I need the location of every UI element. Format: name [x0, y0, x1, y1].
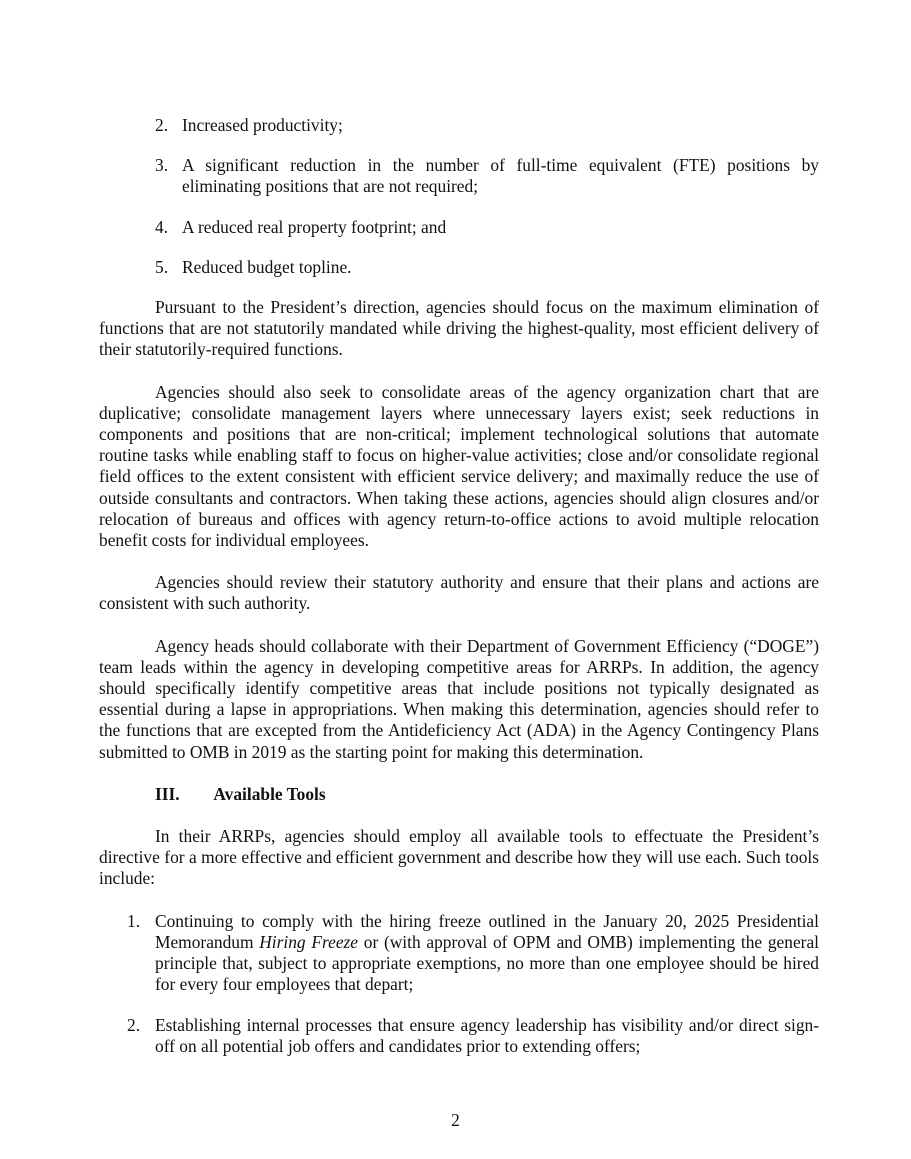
list-item-number: 5. [155, 256, 169, 277]
section-title: Available Tools [213, 783, 326, 804]
section-heading [99, 784, 819, 805]
page-body [99, 115, 819, 1076]
goals-list [99, 115, 819, 278]
list-item [99, 911, 819, 996]
list-item [99, 257, 819, 278]
paragraph-doge-collaboration: Agency heads should collaborate with their Department of Government Efficiency (“DOGE”) team leads within the agency in developing competitive areas for ARRPs. In addition, the agency should specifically identify competitive areas that include positions not typically designated as essential during a lapse in appropriations. When making this determination, agencies should refer to the functions that are excepted from the Antideficiency Act (ADA) in the Agency Contingency Plans submitted to OMB in 2019 as the starting point for making this determination. [99, 635, 819, 762]
list-item-text: Reduced budget topline. [182, 256, 352, 277]
section-number: III. [155, 783, 180, 804]
list-item-text-start: Continuing to comply with the hiring freeze outlined in the January 20, 2025 Presidential Memorandum [155, 910, 819, 952]
memorandum-title: Hiring Freeze [259, 931, 359, 952]
list-item-text-end: or (with approval of OPM and OMB) implementing the general principle that, subject to appropriate exemptions, no more than one employee should be hired for every four employees that depart; [155, 931, 819, 995]
paragraph-presidents-direction: Pursuant to the President’s direction, agencies should focus on the maximum elimination of functions that are not statutorily mandated while driving the highest-quality, most efficient delivery of their statutorily-required functions. [99, 297, 819, 360]
list-item [99, 155, 819, 197]
paragraph-section-intro: In their ARRPs, agencies should employ all available tools to effectuate the President’s directive for a more effective and efficient government and describe how they will use each. Such tools include: [99, 826, 819, 889]
tools-list [99, 911, 819, 1057]
list-item-number: 2. [155, 115, 169, 135]
paragraph-consolidation: Agencies should also seek to consolidate areas of the agency organization chart that are duplicative; consolidate management layers where unnecessary layers exist; seek reductions in components and positions that are non-critical; implement technological solutions that automate routine tasks while enabling staff to focus on higher-value activities; close and/or consolidate regional field offices to the extent consistent with efficient service delivery; and maximally reduce the use of outside consultants and contractors. When taking these actions, agencies should align closures and/or relocation of bureaus and offices with agency return-to-office actions to avoid multiple relocation benefit costs for individual employees. [99, 381, 819, 551]
list-item-number: 1. [127, 910, 141, 931]
page-number: 2 [451, 1110, 460, 1130]
list-item [99, 1015, 819, 1057]
list-item-text: Establishing internal processes that ensure agency leadership has visibility and/or direct sign-off on all potential job offers and candidates prior to extending offers; [155, 1014, 819, 1056]
list-item-text: Increased productivity; [182, 115, 343, 135]
list-item-text: A significant reduction in the number of full-time equivalent (FTE) positions by eliminating positions that are not required; [182, 155, 819, 197]
list-item [99, 217, 819, 238]
list-item-text: A reduced real property footprint; and [182, 216, 447, 237]
list-item-number: 4. [155, 216, 169, 237]
list-item-number: 3. [155, 155, 169, 176]
paragraph-statutory-authority: Agencies should review their statutory authority and ensure that their plans and actions are consistent with such authority. [99, 572, 819, 614]
list-item-number: 2. [127, 1014, 141, 1035]
list-item [99, 115, 819, 136]
